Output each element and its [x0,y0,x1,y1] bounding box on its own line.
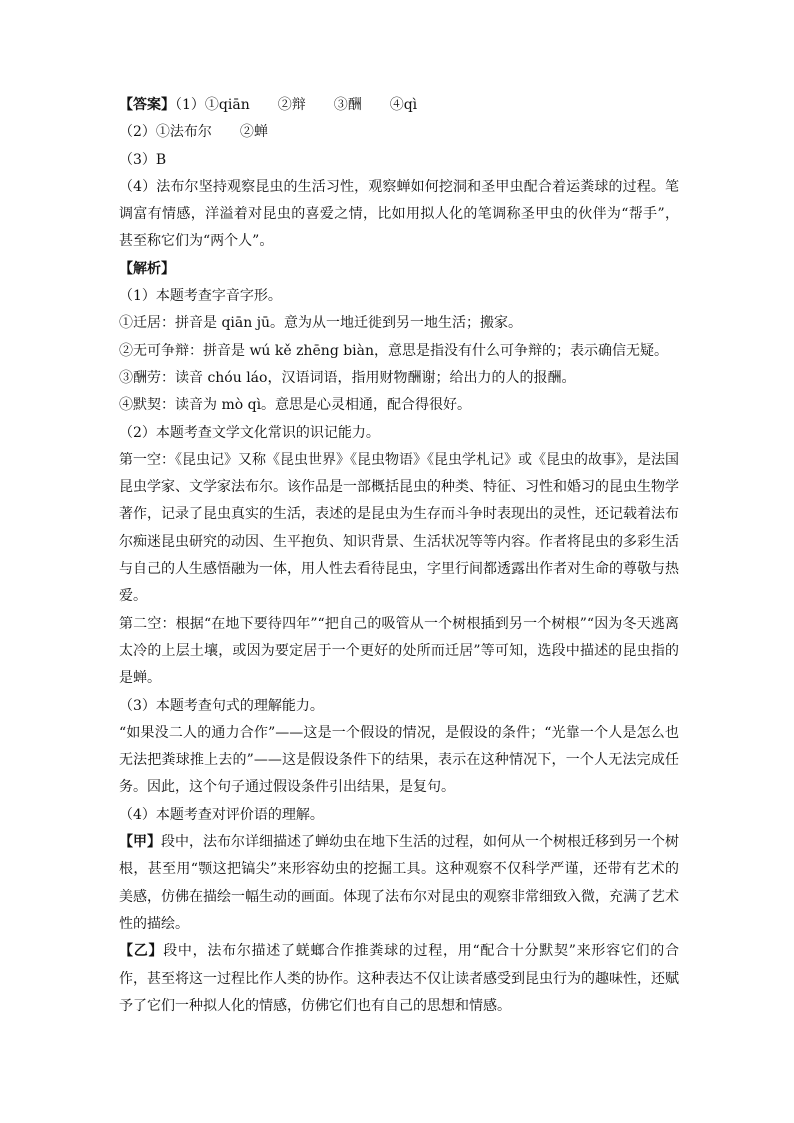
section-1-item-3: ③酬劳：读音 chóu láo，汉语词语，指用财物酬谢；给出力的人的报酬。 [119,369,576,386]
answer-q2: （2）①法布尔 ②蝉 [119,124,268,141]
answer-q1: （1）①qiān ②辩 ③酬 ④qì [175,97,418,113]
answer-q3: （3）B [119,151,167,168]
section-4-paragraph-1-text: 段中，法布尔详细描述了蝉幼虫在地下生活的过程，如何从一个树根迁移到另一个树根，甚至用“颚这把镐尖”来形容幼虫的挖掘工具。这种观察不仅科学严谨，还带有艺术的美感，仿佛在描绘一幅生动的画面。体现了法布尔对昆虫的观察非常细致入微，充满了艺术性的描绘。 [119,834,679,932]
section-1-title: （1）本题考查字音字形。 [119,288,282,305]
section-2-title: （2）本题考查文学文化常识的识记能力。 [119,424,380,441]
section-2-paragraph-2: 第二空：根据“在地下要待四年”“把自己的吸管从一个树根插到另一个树根”“因为冬天逃离太冷的上层土壤，或因为要定居于一个更好的处所而迁居”等可知，选段中描述的昆虫指的是蝉。 [119,615,679,687]
section-1-item-1: ①迁居：拼音是 qiān jū。意为从一地迁徙到另一地生活；搬家。 [119,315,523,332]
paragraph-tag-jia: 【甲】 [119,834,161,851]
section-1-item-4: ④默契：读音为 mò qì。意思是心灵相通，配合得很好。 [119,397,472,414]
section-4-paragraph-2 [119,938,679,1020]
section-3-title: （3）本题考查句式的理解能力。 [119,697,324,714]
answer-document [119,92,679,1020]
answer-q4: （4）法布尔坚持观察昆虫的生活习性，观察蝉如何挖洞和圣甲虫配合着运粪球的过程。笔调富有情感，洋溢着对昆虫的喜爱之情，比如用拟人化的笔调称圣甲虫的伙伴为“帮手”，甚至称它们为“两个人”。 [119,178,679,250]
section-2-paragraph-1: 第一空：《昆虫记》又称《昆虫世界》《昆虫物语》《昆虫学札记》或《昆虫的故事》，是法国昆虫学家、文学家法布尔。该作品是一部概括昆虫的种类、特征、习性和婚习的昆虫生物学著作，记录了昆虫真实的生活，表述的是昆虫为生存而斗争时表现出的灵性，还记载着法布尔痴迷昆虫研究的动因、生平抱负、知识背景、生活状况等等内容。作者将昆虫的多彩生活与自己的人生感悟融为一体，用人性去看待昆虫，字里行间都透露出作者对生命的尊敬与热爱。 [119,451,679,605]
answer-line-1 [119,92,679,119]
section-1-item-2: ②无可争辩：拼音是 wú kě zhēng biàn，意思是指没有什么可争辩的；表示确信无疑。 [119,342,669,359]
section-4-paragraph-2-text: 段中，法布尔描述了蜣螂合作推粪球的过程，用“配合十分默契”来形容它们的合作，甚至将这一过程比作人类的协作。这种表达不仅让读者感受到昆虫行为的趣味性，还赋予了它们一种拟人化的情感，仿佛它们也有自己的思想和情感。 [119,943,680,1014]
section-4-title: （4）本题考查对评价语的理解。 [119,806,324,823]
section-3-paragraph: “如果没二人的通力合作”——这是一个假设的情况，是假设的条件；“光靠一个人是怎么也无法把粪球推上去的”——这是假设条件下的结果，表示在这种情况下，一个人无法完成任务。因此，这个句子通过假设条件引出结果，是复句。 [119,724,679,796]
section-4-paragraph-1 [119,829,679,938]
analysis-heading: 【解析】 [119,260,175,277]
paragraph-tag-yi: 【乙】 [119,943,164,960]
answer-heading: 【答案】 [119,97,175,113]
